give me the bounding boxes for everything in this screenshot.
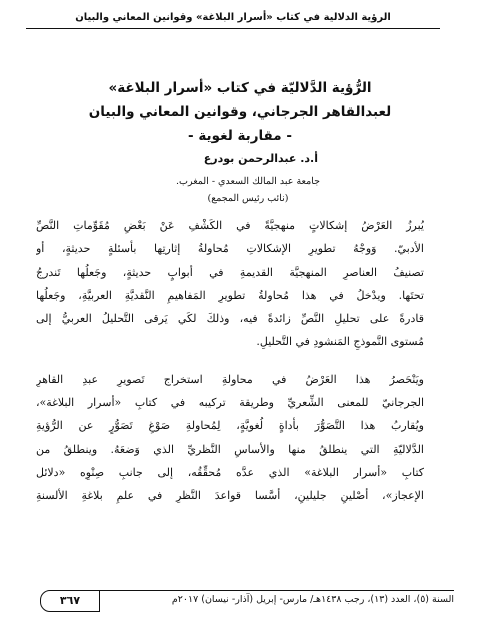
author-role: (نائب رئيس المجمع) — [207, 193, 289, 204]
text-line: الدَّلاليّةِ التي ينطلقُ منها والأساسِ النَّظريِّ الذي وَضعَهُ. وينطلقُ من — [36, 442, 424, 456]
issue-info: السنة (٥)، العدد (١٣)، رجب ١٤٣٨هـ/ مارس- إبريل (آذار- نيسان) ٢٠١٧م — [171, 594, 454, 605]
article-body — [36, 214, 424, 508]
author-affiliation: جامعة عبد المالك السعدي - المغرب. — [175, 176, 320, 187]
author-affiliation-block — [176, 173, 320, 207]
paragraph-1 — [36, 214, 424, 354]
author-name: أ.د. عبدالرحمن بودرع — [203, 152, 318, 165]
text-line: تحتَها. ويدْخلُ في هذا مُحاولةُ تطويرِ المَفاهيمِ النَّقديَّةِ العربيَّةِ، وجَعلُها — [36, 288, 424, 302]
text-line: الجرجانيّ للمعنى الشِّعريِّ وطريقة تركيبه في كتابِ «أسرار البلاغة»، — [36, 396, 424, 410]
page-footer — [40, 590, 454, 612]
text-line: مُستوى النَّموذجِ المَنشودِ في التَّحليلِ. — [256, 335, 424, 349]
article-title — [40, 76, 440, 148]
text-line: كتابِ «أسرار البلاغة» الذي عدَّه مُحقِّقُه، إلى جانبِ صِنْوِه «دلائل — [36, 465, 424, 479]
title-line-2: لعبدالقاهر الجرجاني، وقوانين المعاني والبيان — [88, 104, 392, 120]
text-line: قادرةً على تحليلِ النَّصِّ زائدةً فيه، وذلكَ لكَي يَرقى التَّحليلُ العربيُّ إلى — [36, 312, 424, 326]
running-head: الرؤية الدلالية في كتاب «أسرار البلاغة» وقوانين المعاني والبيان — [26, 12, 440, 29]
text-line: الإعجاز»، أصْلينِ جليلينِ، أسَّسا قواعدَ النَّظرِ في علمِ بلاغةِ الألسنةِ — [36, 489, 424, 503]
paragraph-2 — [36, 368, 424, 508]
text-line: يُبرزُ العَرْضُ إشكالاتٍ منهجيَّةً في الكَشْفِ عَنْ بَعْضِ مُقَوِّماتِ النَّصِّ — [36, 219, 424, 232]
text-line: ويَنْحَصرُ هذا العَرْضُ في محاولةِ استخراج تَصويرِ عبدِ القاهرِ — [36, 372, 424, 386]
paragraph-gap — [36, 354, 424, 368]
page-number: ٣٦٧ — [40, 590, 100, 612]
text-line: تصنيفُ العناصرِ المنهجيَّة القديمةِ في أبوابٍ حديثةٍ، وجَعلُها تَندرجُ — [36, 265, 424, 279]
title-line-3: - مقاربة لغوية - — [188, 128, 292, 144]
text-line: ويُقاربُ هذا التَّصَوُّرَ بأداةٍ لُغويَّةٍ، لِمُحاولةِ صَوْغِ تَصَوُّرٍ عن الرُّؤيةِ — [36, 419, 424, 433]
footer-rule — [98, 590, 454, 591]
text-line: الأدبيّ. وَوجْهُ تطويرِ الإشكالاتِ مُحاولةُ إثارتِها بأسئلةٍ حديثةٍ، أو — [36, 242, 424, 256]
title-line-1: الرُّؤية الدَّلاليّة في كتاب «أسرار البلاغة» — [108, 80, 372, 96]
